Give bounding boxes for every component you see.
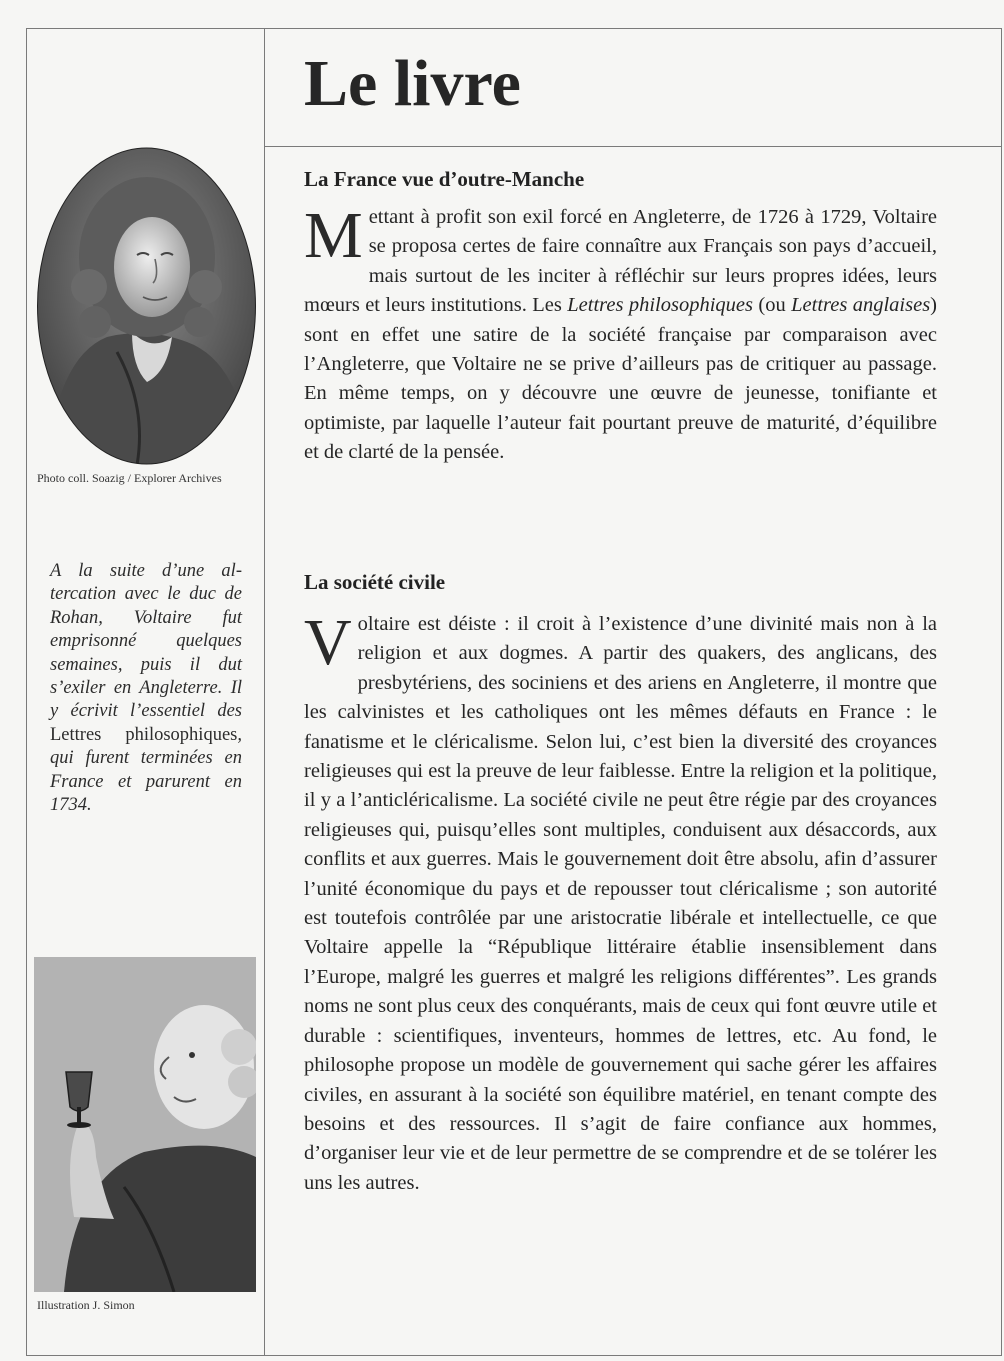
page-title: Le livre (304, 47, 521, 120)
para1-text-a: ettant à profit son exil forcé en Angleterre, de 1726 à 1729, Voltaire se proposa certes de faire connaître aux Français son pays d’accueil, mais surtout de les inciter à réfléchir sur leurs propres idées, leurs mœurs et leurs institutions. Les (304, 206, 937, 317)
sidenote-work-title: Lettres philosophiques (50, 724, 238, 745)
para1-text-c: ) sont en effet une satire de la société française par comparaison avec l’Angleterre, que Voltaire ne se prive d’ailleurs pas de critiquer au passage. En même temps, on y découvre une œuvre de jeunesse, tonifiante et optimiste, par laquelle l’auteur fait pourtant preuve de maturité, d’équilibre et de clarté de la pensée. (304, 294, 937, 464)
sidenote-text-1: A la suite d’une altercation avec le duc de Rohan, Voltaire fut emprisonné quelques semaines, puis il dut s’exiler en Angleterre. Il y écrivit l’essentiel des (50, 561, 242, 722)
section-heading-1: La France vue d’outre-Manche (304, 167, 585, 191)
section-paragraph-2 (304, 606, 937, 1198)
sidenote (50, 560, 242, 817)
voltaire-portrait (37, 147, 256, 465)
voltaire-illustration (34, 957, 256, 1292)
column-divider (264, 28, 265, 1356)
section-heading-2: La société civile (304, 570, 446, 594)
para2-text: oltaire est déiste : il croit à l’existence d’une divinité mais non à la religion et aux dogmes. A partir des quakers, des anglicans, des presbytériens, des sociniens et des ariens en Angleterre, il montre que les calvinistes et les catholiques ont les mêmes défauts en France : le fanatisme et le cléricalisme. Selon lui, c’est bien la diversité des croyances religieuses qui est la preuve de leur faiblesse. Entre la religion et la politique, il y a l’anticléricalisme. La société civile ne peut être régie par des croyances religieuses qui, puisqu’elles sont multiples, conduisent aux désaccords, aux conflits et aux guerres. Mais le gouvernement doit être absolu, afin d’assurer l’unité économique du pays et de repousser tout cléricalisme ; son autorité est toutefois contrôlée par une aristocratie libérale et intellectuelle, ce que Voltaire appelle la “République littéraire établie insensiblement dans l’Europe, malgré les guerres et malgré les religions différentes”. Les grands noms ne sont plus ceux des conquérants, mais de ceux qui font œuvre utile et durable : scientifiques, inventeurs, hommes de lettres, etc. Au fond, le philosophe propose un modèle de gouvernement qui sache gérer les affaires civiles, en assurant à la société son équilibre matériel, en tenant compte des besoins et des ressources. Il s’agit de faire confiance aux hommes, d’organiser leur vie et de leur permettre de se comprendre et de se tolérer les uns les autres. (304, 613, 937, 1194)
section-paragraph-1 (304, 199, 937, 468)
dropcap-1: M (304, 199, 363, 272)
para1-text-b: (ou (753, 294, 792, 317)
portrait-caption: Photo coll. Soazig / Explorer Archives (37, 471, 222, 485)
illustration-caption: Illustration J. Simon (37, 1298, 135, 1312)
para1-italic-title-2: Lettres anglaises (791, 294, 931, 317)
dropcap-2: V (304, 606, 352, 679)
sidenote-text-2: , qui furent terminées en France et parurent en 1734. (50, 724, 242, 816)
para1-italic-title-1: Lettres philosophiques (567, 294, 754, 317)
title-rule (264, 146, 1002, 147)
